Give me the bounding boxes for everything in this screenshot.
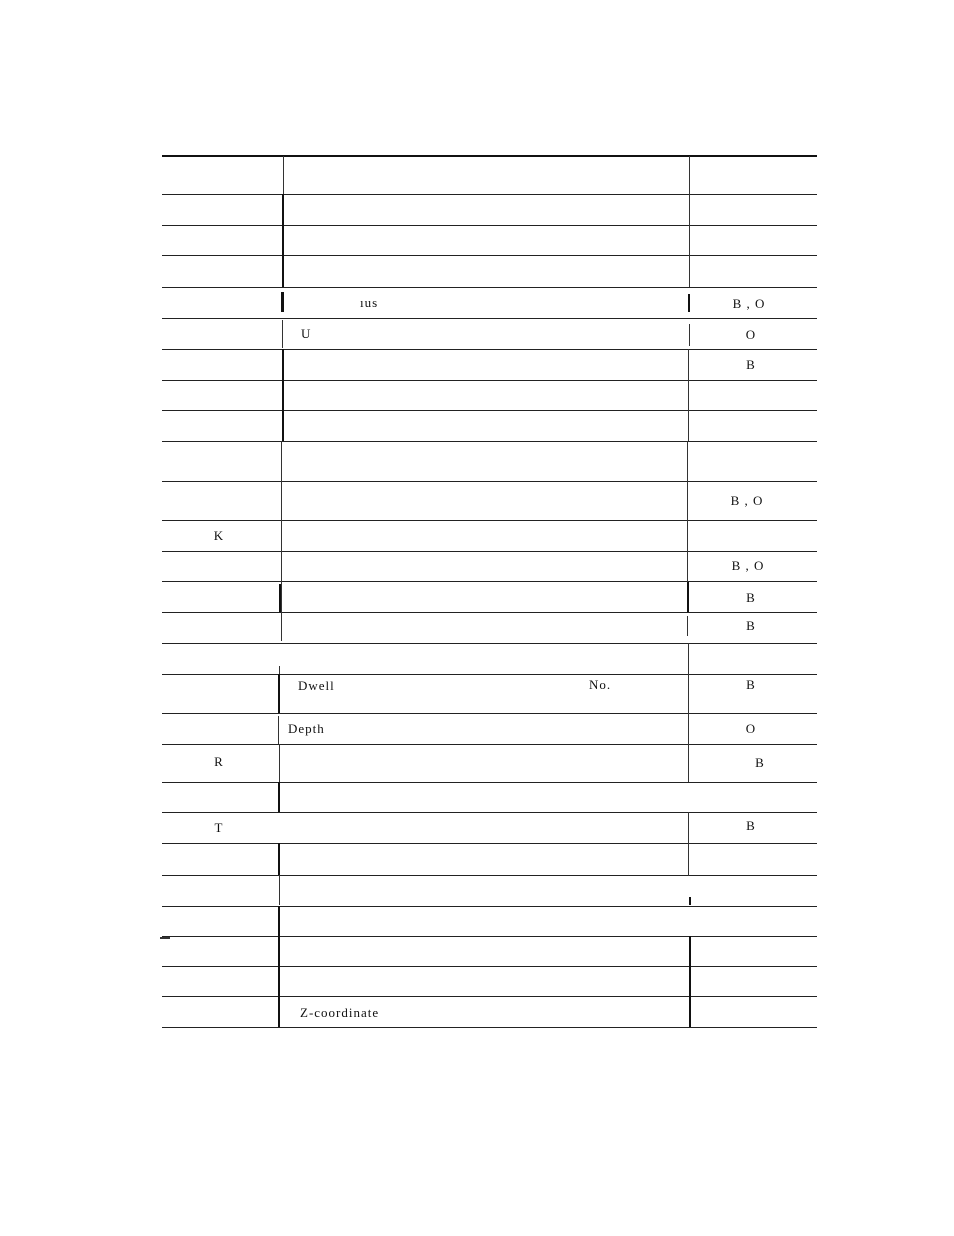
row-code: B , O [730, 493, 764, 508]
margin-mark [160, 937, 170, 939]
row-description: U [301, 326, 312, 341]
row-rule [162, 906, 817, 907]
column-divider-left [279, 744, 280, 782]
column-divider-left [279, 875, 280, 905]
table-top-rule [162, 155, 817, 157]
row-label: R [214, 754, 224, 769]
row-rule [162, 713, 817, 714]
row-rule [162, 581, 817, 582]
row-rule [162, 612, 817, 613]
row-rule [162, 674, 817, 675]
column-divider-left [281, 441, 282, 641]
row-rule [162, 520, 817, 521]
row-code: O [745, 327, 757, 342]
row-rule [162, 812, 817, 813]
row-description: Depth [288, 721, 325, 736]
row-rule [162, 318, 817, 319]
column-divider-right [689, 897, 691, 905]
row-rule [162, 843, 817, 844]
column-divider-left [278, 906, 280, 1027]
row-rule [162, 481, 817, 482]
row-rule [162, 744, 817, 745]
row-code: B [746, 818, 756, 833]
row-rule [162, 287, 817, 288]
row-rule [162, 380, 817, 381]
column-divider-right [688, 744, 689, 782]
row-rule [162, 643, 817, 644]
column-divider-left [283, 156, 284, 194]
row-rule [162, 255, 817, 256]
row-rule [162, 782, 817, 783]
row-label: T [214, 820, 224, 835]
row-description: Dwell [298, 678, 335, 693]
row-rule [162, 966, 817, 967]
column-divider-left [278, 782, 280, 812]
row-code: B , O [731, 558, 765, 573]
row-rule [162, 225, 817, 226]
column-divider-right [689, 156, 690, 287]
column-divider-left [278, 674, 280, 713]
row-rule [162, 194, 817, 195]
row-code: B , O [732, 296, 766, 311]
row-rule [162, 875, 817, 876]
table-bottom-rule [162, 1027, 817, 1028]
row-rule [162, 410, 817, 411]
row-code: B [755, 755, 765, 770]
row-code: B [746, 677, 756, 692]
column-divider-left [279, 584, 281, 612]
row-code: B [746, 618, 756, 633]
column-divider-left [282, 194, 284, 287]
row-code: O [745, 721, 757, 736]
column-divider-left [281, 292, 284, 312]
row-description: ıus [360, 295, 379, 310]
row-rule [162, 551, 817, 552]
row-rule [162, 936, 817, 937]
row-description-note: No. [589, 677, 612, 692]
row-rule [162, 996, 817, 997]
row-label: K [213, 528, 225, 543]
row-rule [162, 349, 817, 350]
column-divider-left [278, 843, 280, 875]
row-description: Z-coordinate [300, 1005, 380, 1020]
column-divider-left [278, 716, 279, 744]
column-divider-left [282, 320, 283, 348]
row-code: B [746, 590, 756, 605]
column-divider-left [282, 349, 284, 441]
row-code: B [746, 357, 756, 372]
column-divider-right [689, 936, 691, 1027]
row-rule [162, 441, 817, 442]
